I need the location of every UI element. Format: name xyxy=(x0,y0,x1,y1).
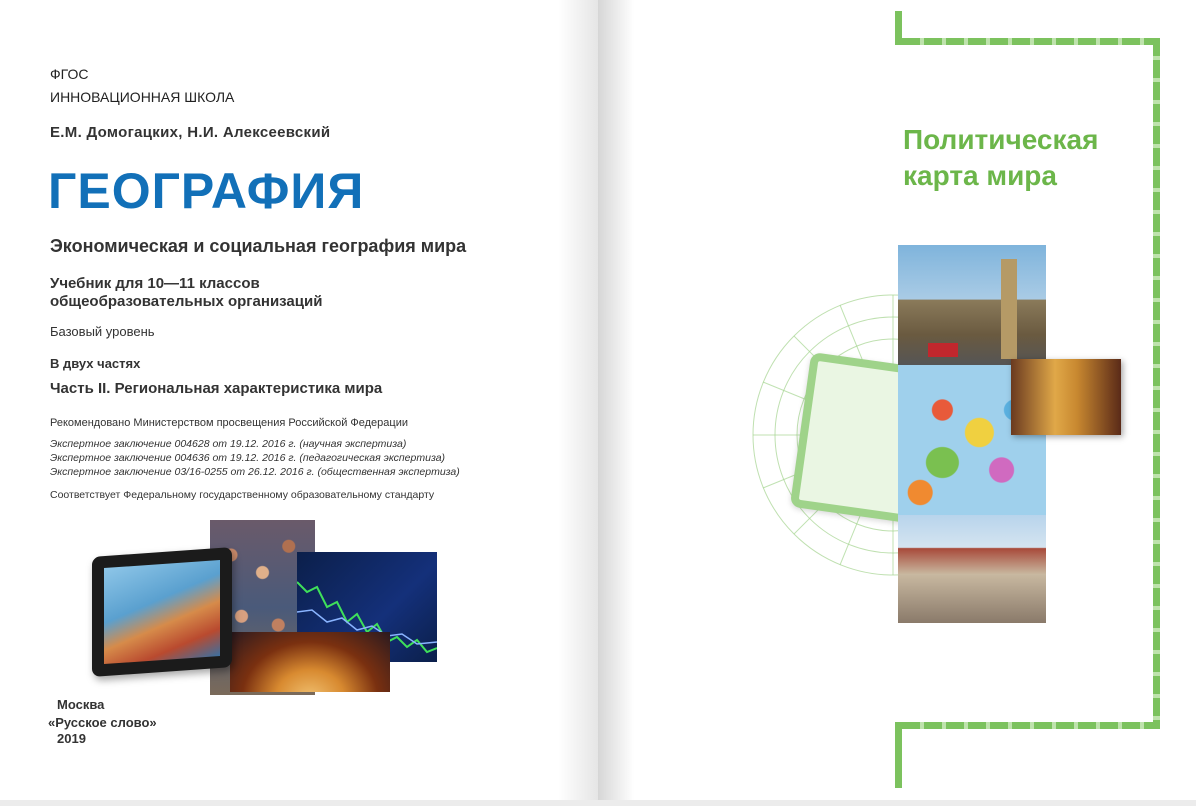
series-label: ФГОС xyxy=(50,66,89,82)
expertise-line: Экспертное заключение 03/16-0255 от 26.12. 2016 г. (общественная экспертиза) xyxy=(50,466,460,478)
authors: Е.М. Домогацких, Н.И. Алексеевский xyxy=(50,124,331,141)
chapter-title-line-1: Политическая xyxy=(903,124,1099,155)
parts-label: В двух частях xyxy=(50,356,141,371)
standard-note: Соответствует Федеральному государственному образовательному стандарту xyxy=(50,489,435,501)
recommendation: Рекомендовано Министерством просвещения Российской Федерации xyxy=(50,417,408,429)
coastal-town-photo xyxy=(104,560,220,664)
expertise-line: Экспертное заключение 004628 от 19.12. 2016 г. (научная экспертиза) xyxy=(50,438,407,450)
page-gutter-shadow xyxy=(558,0,598,800)
level-label: Базовый уровень xyxy=(50,324,155,339)
series-name: ИННОВАЦИОННАЯ ШКОЛА xyxy=(50,89,235,105)
chapter-title-line-2: карта мира xyxy=(903,160,1057,191)
frame-bar-top xyxy=(895,11,902,45)
potala-palace-photo xyxy=(898,515,1046,623)
big-ben xyxy=(1001,259,1017,359)
photo-collage xyxy=(898,245,1046,623)
frame-dashed-right xyxy=(1153,38,1160,729)
london-photo xyxy=(898,245,1046,365)
grade-line-2: общеобразовательных организаций xyxy=(50,293,323,310)
frame-dashed-top xyxy=(902,38,1158,45)
red-bus xyxy=(928,343,958,357)
thai-royal-photo xyxy=(1011,359,1121,435)
page-gutter-shadow xyxy=(598,0,634,800)
expertise-line: Экспертное заключение 004636 от 19.12. 2016 г. (педагогическая экспертиза) xyxy=(50,452,446,464)
assembly-hall-photo xyxy=(230,632,390,692)
frame-dashed-bottom xyxy=(902,722,1158,729)
book-subtitle: Экономическая и социальная география мира xyxy=(50,236,467,256)
grade-line-1: Учебник для 10—11 классов xyxy=(50,275,260,292)
cover-collage xyxy=(92,520,437,695)
frame-bar-bottom xyxy=(895,722,902,788)
imprint-year: 2019 xyxy=(57,731,86,746)
imprint-publisher: «Русское слово» xyxy=(48,715,157,730)
title-page xyxy=(0,0,598,800)
chapter-page xyxy=(598,0,1196,800)
imprint-city: Москва xyxy=(57,697,105,712)
part-title: Часть II. Региональная характеристика мира xyxy=(50,380,383,397)
book-title: ГЕОГРАФИЯ xyxy=(48,163,365,219)
tablet-image xyxy=(92,547,232,677)
